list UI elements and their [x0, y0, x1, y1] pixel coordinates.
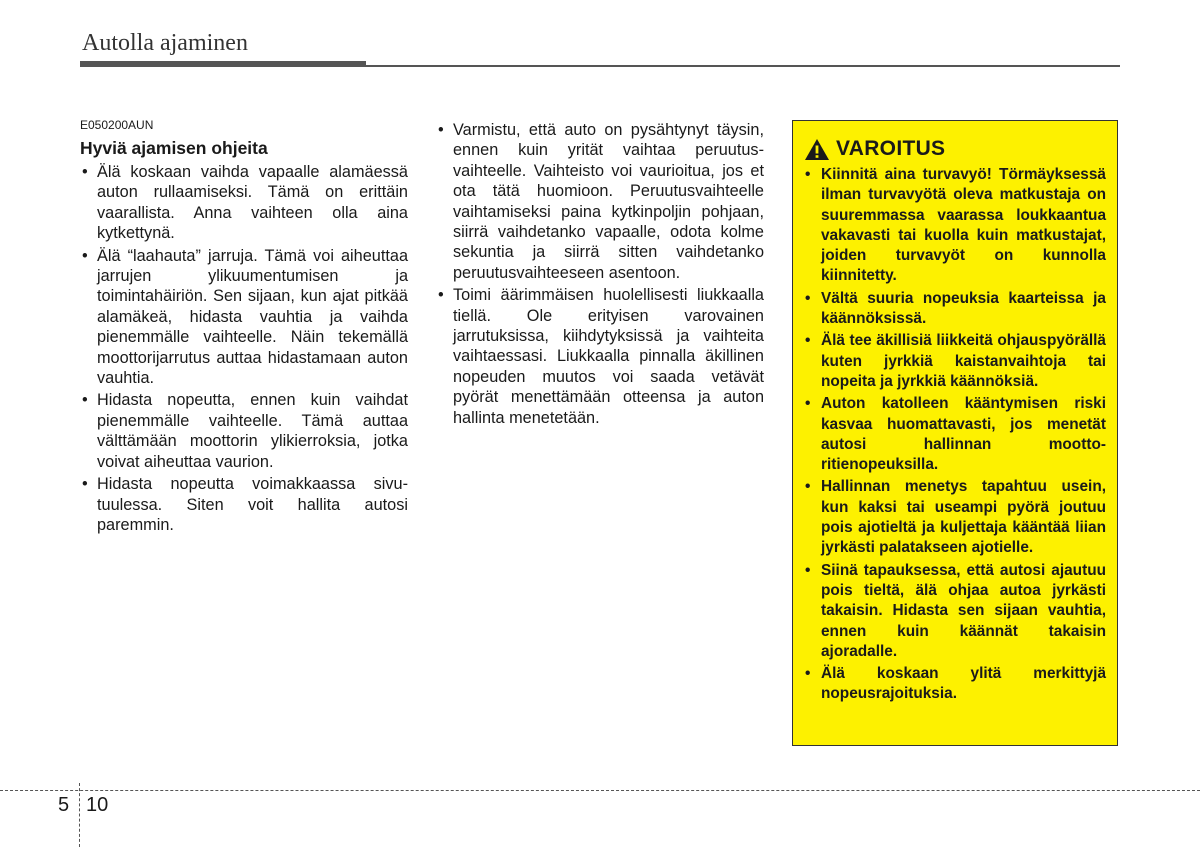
warning-list: [804, 165, 1106, 705]
warning-item: • Älä koskaan ylitä merkittyjä nopeusrajoituksia.: [804, 664, 1106, 705]
footer-dashed-divider: [79, 783, 80, 847]
warning-item: • Älä tee äkillisiä liikkeitä ohjauspyörällä kuten jyrkkiä kaistanvaihtoja tai nopeita ja jyrkkiä käännöksiä.: [804, 331, 1106, 392]
warning-item: • Auton katolleen kääntymisen riski kasvaa huomattavasti, jos menetät autosi hallinnan moottoritienopeuksilla.: [804, 394, 1106, 475]
page-number: 10: [86, 794, 109, 816]
chapter-number: 5: [58, 794, 70, 816]
section-code: E050200AUN: [80, 118, 154, 132]
header-rule-thin: [80, 65, 1120, 67]
list-item: • Toimi äärimmäisen huolellisesti liukkaalla tiellä. Ole erityisen varovainen jarrutuksissa, kiihdytyksissä ja vaihteita vaihtaessasi. Liukkaalla pinnalla äkillinen nopeuden muutos voi saada vetävät pyörät menettämään otteensa ja auton hallinta menetetään.: [436, 285, 764, 428]
list-item: • Hidasta nopeutta, ennen kuin vaihdat pienemmälle vaihteelle. Tämä auttaa välttämään moottorin ylikierroksia, jotka voivat aiheuttaa vaurion.: [80, 390, 408, 472]
list-item: • Hidasta nopeutta voimakkaassa sivutuulessa. Siten voit hallita autosi paremmin.: [80, 474, 408, 535]
section-heading: Hyviä ajamisen ohjeita: [80, 138, 268, 158]
warning-item: • Vältä suuria nopeuksia kaarteissa ja käännöksissä.: [804, 289, 1106, 330]
list-item: • Varmistu, että auto on pysähtynyt täysin, ennen kuin yrität vaihtaa peruutusvaihteelle. Vaihteisto voi vaurioitua, jos et ota tätä huomioon. Peruutusvaihteelle vaihtamiseksi paina kytkinpoljin pohjaan, siirrä vaihdetanko vapaalle, odota kolme sekuntia ja siirrä sitten vaihdetanko peruutusvaihteeseen asentoon.: [436, 120, 764, 283]
list-item: • Älä koskaan vaihda vapaalle alamäessä auton rullaamiseksi. Tämä on erittäin vaarallista. Anna vaihteen olla aina kytkettynä.: [80, 162, 408, 244]
footer-dashed-rule: [0, 790, 1200, 791]
warning-item: • Kiinnitä aina turvavyö! Törmäyksessä ilman turvavyötä oleva matkustaja on suuremmassa vaarassa loukkaantua vakavasti tai kuolla kuin matkustajat, joiden turvavyöt on kunnolla kiinnitetty.: [804, 165, 1106, 287]
middle-column: [436, 120, 764, 430]
left-column: [80, 118, 408, 537]
left-bullet-list: [80, 162, 408, 535]
middle-bullet-list: [436, 120, 764, 428]
warning-title: VAROITUS: [836, 137, 946, 160]
warning-item: • Hallinnan menetys tapahtuu usein, kun kaksi tai useampi pyörä joutuu pois ajotieltä ja kuljettaja kääntää liian jyrkästi palatakseen ajotielle.: [804, 477, 1106, 558]
warning-item: • Siinä tapauksessa, että autosi ajautuu pois tieltä, älä ohjaa autoa jyrkästi takaisin. Hidasta sen sijaan vauhtia, ennen kuin käännät takaisin ajoradalle.: [804, 561, 1106, 662]
warning-triangle-icon: [804, 138, 830, 161]
warning-header: [804, 137, 1106, 161]
list-item: • Älä “laahauta” jarruja. Tämä voi aiheuttaa jarrujen ylikuumentumisen ja toimintahäiriön. Sen sijaan, kun ajat pitkää alamäkeä, hidasta vauhtia ja vaihda pienemmälle vaihteelle. Näin tekemällä moottorijarrutus auttaa hidastamaan auton vauhtia.: [80, 246, 408, 389]
warning-box: [792, 120, 1118, 746]
page-header-title: Autolla ajaminen: [82, 30, 248, 56]
